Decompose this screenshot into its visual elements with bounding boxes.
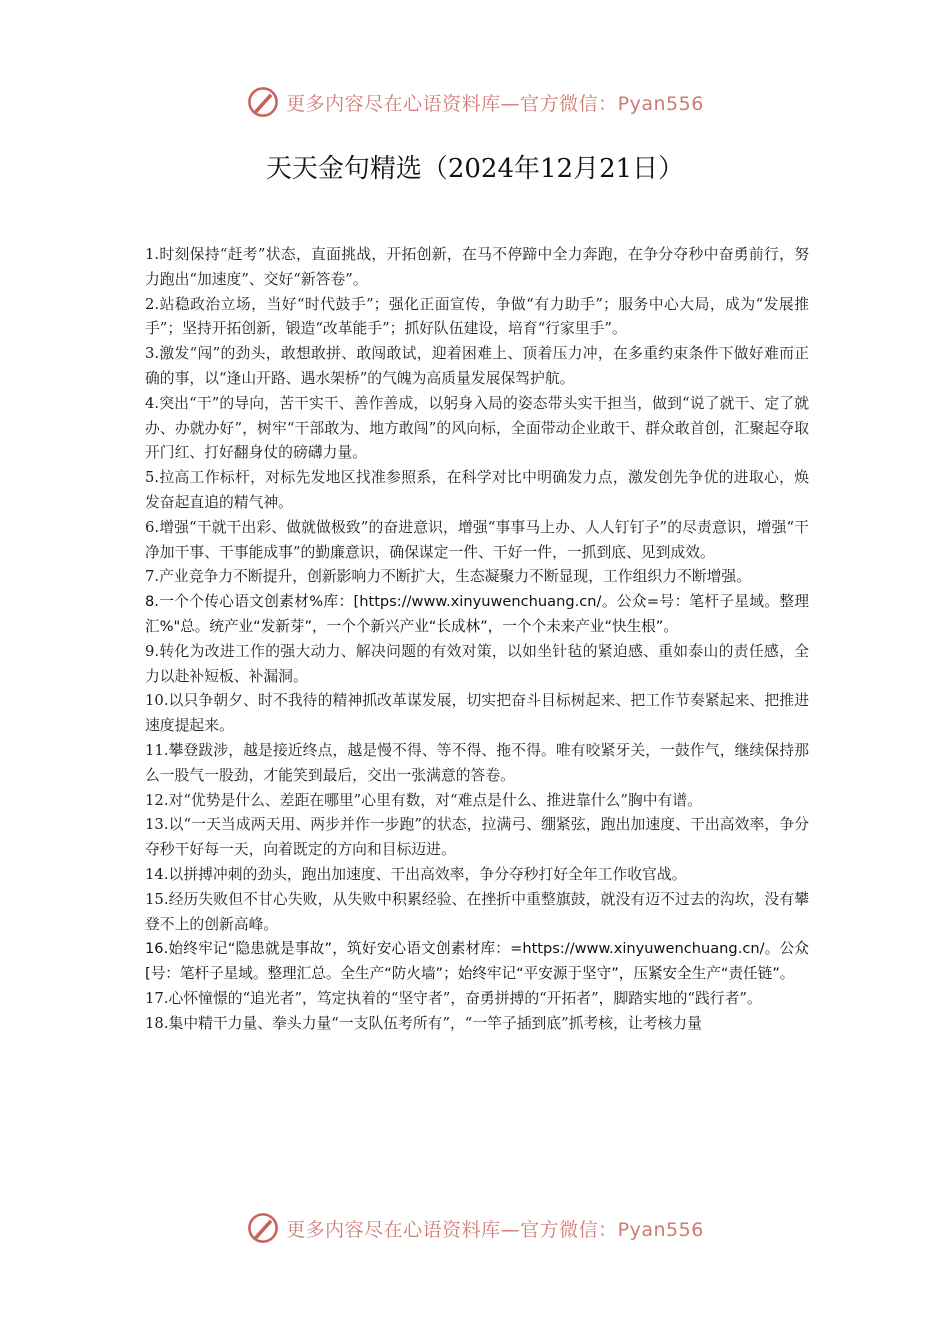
list-item: 14.以拼搏冲刺的劲头，跑出加速度、干出高效率，争分夺秒打好全年工作收官战。 [145,865,687,883]
list-item: 7.产业竞争力不断提升，创新影响力不断扩大，生态凝聚力不断显现，工作组织力不断增强。 [145,568,751,586]
list-item: 1.时刻保持“赶考”状态，直面挑战，开拓创新，在马不停蹄中全力奔跑，在争分夺秒中奋勇前行，努力跑出“加速度”、交好“新答卷”。 [145,246,809,288]
list-item: 5.拉高工作标杆，对标先发地区找准参照系，在科学对比中明确发力点，激发创先争优的进取心，焕发奋起直追的精气神。 [145,469,809,511]
banner-text: 更多内容尽在心语资料库—官方微信：Pyan556 [286,1218,704,1241]
list-item: 4.突出“干”的导向，苦干实干、善作善成，以躬身入局的姿态带头实干担当，做到“说了就干、定了就办、办就办好”，树牢“干部敢为、地方敢闯”的风向标，全面带动企业敢干、群众敢首创，汇聚起夺取开门红、打好翻身仗的磅礴力量。 [145,394,809,462]
list-item: 9.转化为改进工作的强大动力、解决问题的有效对策，以如坐针毡的紧迫感、重如泰山的责任感，全力以赴补短板、补漏洞。 [145,642,809,685]
list-item: 13.以“一天当成两天用、两步并作一步跑”的状态，拉满弓、绷紧弦，跑出加速度、干出高效率，争分夺秒干好每一天，向着既定的方向和目标迈进。 [145,816,809,859]
list-item: 12.对“优势是什么、差距在哪里”心里有数，对“难点是什么、推进靠什么”胸中有谱。 [145,791,702,809]
footer-banner [0,1208,950,1248]
list-item: 6.增强“干就干出彩、做就做极致”的奋进意识，增强“事事马上办、人人钉钉子”的尽责意识，增强“干净加干事、干事能成事”的勤廉意识，确保谋定一件、干好一件，一抓到底、见到成效。 [145,518,809,561]
list-item: 15.经历失败但不甘心失败，从失败中积累经验、在挫折中重整旗鼓，就没有迈不过去的沟坎，没有攀登不上的创新高峰。 [145,890,809,933]
list-item: 10.以只争朝夕、时不我待的精神抓改革谋发展，切实把奋斗目标树起来、把工作节奏紧起来、把推进速度提起来。 [145,692,809,735]
list-item: 2.站稳政治立场，当好“时代鼓手”；强化正面宣传，争做“有力助手”；服务中心大局，成为“发展推手”；坚持开拓创新，锻造“改革能手”；抓好队伍建设，培育“行家里手”。 [145,295,809,338]
quote-list [145,243,809,1037]
list-item: 3.激发“闯”的劲头，敢想敢拼、敢闯敢试，迎着困难上、顶着压力冲，在多重约束条件下做好难而正确的事，以“逢山开路、遇水架桥”的气魄为高质量发展保驾护航。 [145,345,809,387]
list-item: 11.攀登跋涉，越是接近终点，越是慢不得、等不得、拖不得。唯有咬紧牙关，一鼓作气，继续保持那么一股气一股劲，才能笑到最后，交出一张满意的答卷。 [145,741,809,784]
list-item: 8.一个个传心语文创素材%库：[https://www.xinyuwenchuang.cn/。公众=号：笔杆子星域。整理汇%"总。统产业“发新芽”，一个个新兴产业“长成林”，一个个未来产业“快生根”。 [145,593,809,635]
list-item: 16.始终牢记“隐患就是事故”，筑好安心语文创素材库：=https://www.xinyuwenchuang.cn/。公众[号：笔杆子星域。整理汇总。全生产“防火墙”；始终牢记“平安源于坚守”，压紧安全生产“责任链”。 [145,940,809,983]
list-item: 17.心怀憧憬的“追光者”，笃定执着的“坚守者”，奋勇拼搏的“开拓者”，脚踏实地的“践行者”。 [145,989,762,1007]
header-banner [0,82,950,122]
pen-logo-icon [246,1211,280,1245]
list-item: 18.集中精干力量、拳头力量“一支队伍考所有”，“一竿子插到底”抓考核，让考核力量 [145,1014,702,1032]
pen-logo-icon [246,85,280,119]
banner-text: 更多内容尽在心语资料库—官方微信：Pyan556 [286,92,704,115]
page-title: 天天金句精选（2024年12月21日） [265,154,685,184]
